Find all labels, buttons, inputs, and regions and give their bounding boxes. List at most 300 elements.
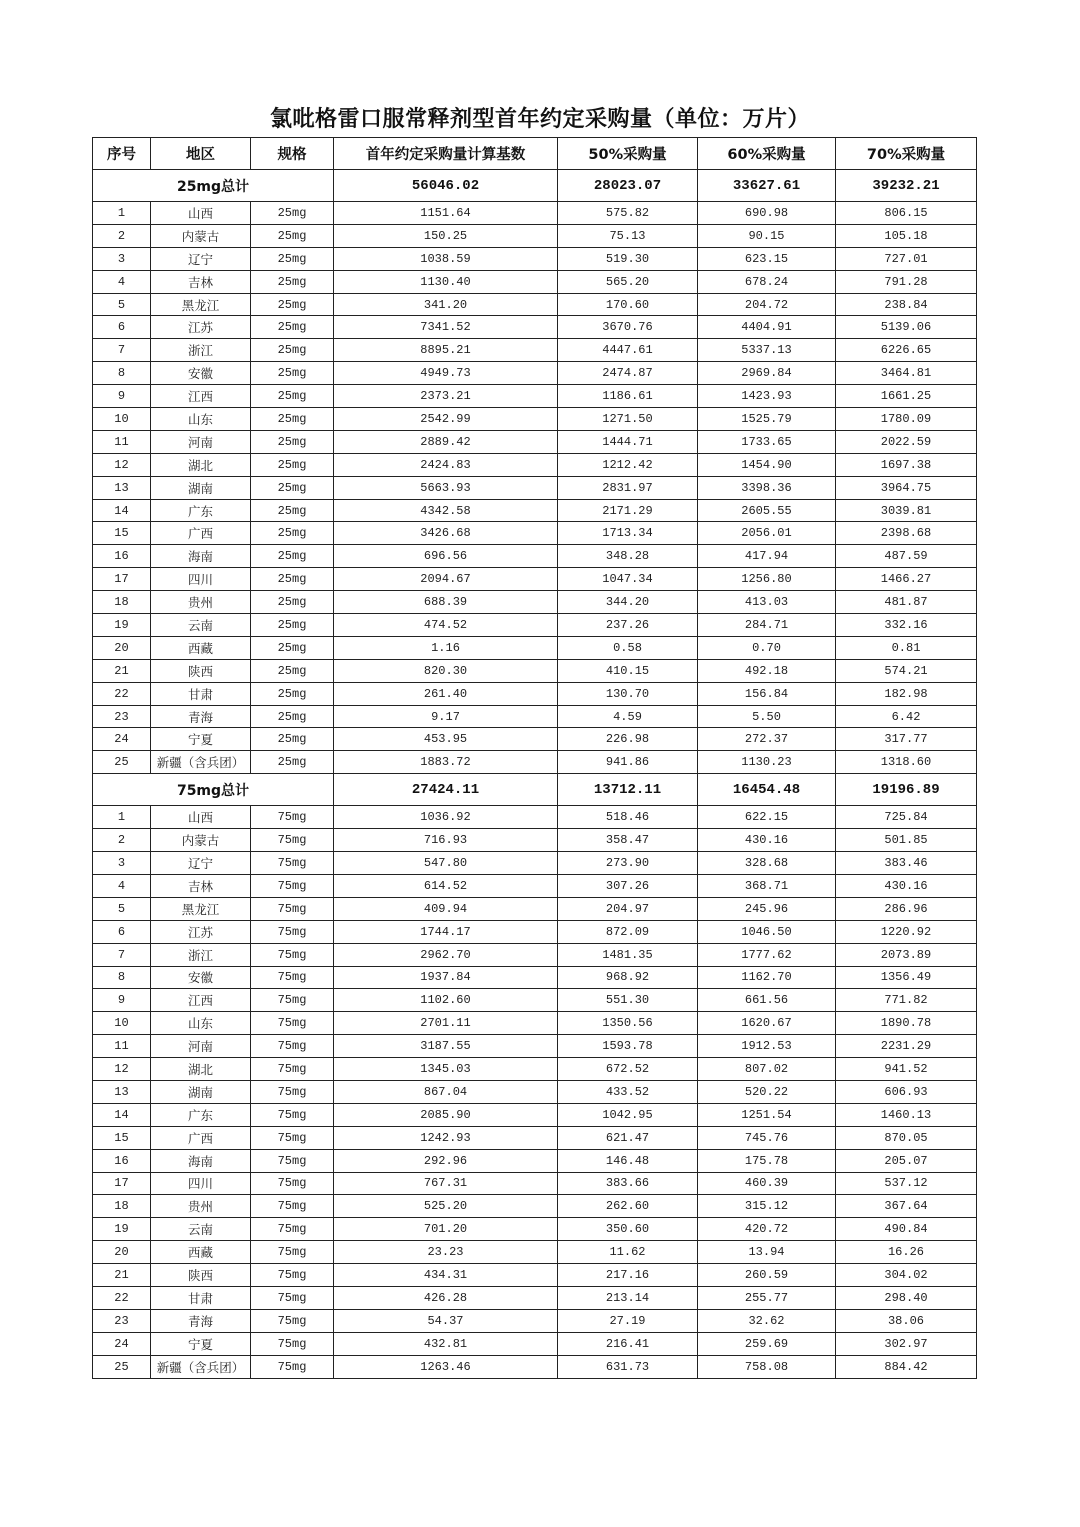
cell-50pct: 213.14 bbox=[558, 1286, 698, 1309]
cell-70pct: 791.28 bbox=[836, 270, 977, 293]
cell-base-amount: 1744.17 bbox=[334, 920, 558, 943]
table-row bbox=[93, 614, 977, 637]
cell-60pct: 430.16 bbox=[698, 829, 836, 852]
table-row bbox=[93, 202, 977, 225]
cell-base-amount: 1345.03 bbox=[334, 1058, 558, 1081]
cell-index: 24 bbox=[93, 1332, 151, 1355]
table-row bbox=[93, 1080, 977, 1103]
table-row bbox=[93, 1126, 977, 1149]
cell-60pct: 745.76 bbox=[698, 1126, 836, 1149]
cell-60pct: 284.71 bbox=[698, 614, 836, 637]
cell-spec: 75mg bbox=[251, 1355, 334, 1378]
cell-60pct: 492.18 bbox=[698, 659, 836, 682]
cell-base-amount: 2701.11 bbox=[334, 1012, 558, 1035]
header-spec: 规格 bbox=[251, 138, 334, 170]
cell-base-amount: 261.40 bbox=[334, 682, 558, 705]
table-row bbox=[93, 728, 977, 751]
cell-region: 新疆（含兵团） bbox=[151, 1355, 251, 1378]
cell-70pct: 501.85 bbox=[836, 829, 977, 852]
cell-60pct: 175.78 bbox=[698, 1149, 836, 1172]
cell-50pct: 3670.76 bbox=[558, 316, 698, 339]
cell-60pct: 156.84 bbox=[698, 682, 836, 705]
table-row bbox=[93, 362, 977, 385]
cell-70pct: 606.93 bbox=[836, 1080, 977, 1103]
cell-region: 广西 bbox=[151, 1126, 251, 1149]
cell-base-amount: 867.04 bbox=[334, 1080, 558, 1103]
cell-region: 山东 bbox=[151, 408, 251, 431]
cell-50pct: 410.15 bbox=[558, 659, 698, 682]
cell-index: 24 bbox=[93, 728, 151, 751]
cell-region: 江西 bbox=[151, 385, 251, 408]
cell-50pct: 27.19 bbox=[558, 1309, 698, 1332]
cell-region: 甘肃 bbox=[151, 682, 251, 705]
cell-70pct: 2231.29 bbox=[836, 1035, 977, 1058]
cell-spec: 25mg bbox=[251, 362, 334, 385]
cell-50pct: 565.20 bbox=[558, 270, 698, 293]
cell-70pct: 1697.38 bbox=[836, 453, 977, 476]
cell-spec: 75mg bbox=[251, 1172, 334, 1195]
cell-70pct: 383.46 bbox=[836, 852, 977, 875]
table-row bbox=[93, 1218, 977, 1241]
table-row bbox=[93, 1332, 977, 1355]
cell-60pct: 245.96 bbox=[698, 897, 836, 920]
cell-base-amount: 23.23 bbox=[334, 1241, 558, 1264]
cell-base-amount: 54.37 bbox=[334, 1309, 558, 1332]
cell-region: 山东 bbox=[151, 1012, 251, 1035]
cell-60pct: 259.69 bbox=[698, 1332, 836, 1355]
cell-index: 8 bbox=[93, 362, 151, 385]
cell-70pct: 1661.25 bbox=[836, 385, 977, 408]
cell-region: 陕西 bbox=[151, 659, 251, 682]
cell-base-amount: 525.20 bbox=[334, 1195, 558, 1218]
cell-region: 宁夏 bbox=[151, 1332, 251, 1355]
cell-60pct: 272.37 bbox=[698, 728, 836, 751]
cell-index: 20 bbox=[93, 1241, 151, 1264]
cell-region: 西藏 bbox=[151, 636, 251, 659]
cell-index: 18 bbox=[93, 1195, 151, 1218]
cell-index: 6 bbox=[93, 316, 151, 339]
group-total-row bbox=[93, 774, 977, 806]
table-row bbox=[93, 453, 977, 476]
table-row bbox=[93, 591, 977, 614]
cell-base-amount: 1.16 bbox=[334, 636, 558, 659]
cell-60pct: 32.62 bbox=[698, 1309, 836, 1332]
cell-index: 5 bbox=[93, 293, 151, 316]
cell-index: 23 bbox=[93, 705, 151, 728]
cell-70pct: 1890.78 bbox=[836, 1012, 977, 1035]
cell-50pct: 216.41 bbox=[558, 1332, 698, 1355]
cell-spec: 25mg bbox=[251, 614, 334, 637]
table-row bbox=[93, 499, 977, 522]
cell-60pct: 204.72 bbox=[698, 293, 836, 316]
cell-region: 内蒙古 bbox=[151, 829, 251, 852]
cell-60pct: 315.12 bbox=[698, 1195, 836, 1218]
cell-index: 14 bbox=[93, 1103, 151, 1126]
table-row bbox=[93, 636, 977, 659]
header-region: 地区 bbox=[151, 138, 251, 170]
cell-index: 22 bbox=[93, 1286, 151, 1309]
cell-60pct: 1733.65 bbox=[698, 430, 836, 453]
cell-base-amount: 292.96 bbox=[334, 1149, 558, 1172]
cell-base-amount: 688.39 bbox=[334, 591, 558, 614]
table-row bbox=[93, 705, 977, 728]
cell-index: 15 bbox=[93, 1126, 151, 1149]
cell-index: 9 bbox=[93, 989, 151, 1012]
cell-spec: 75mg bbox=[251, 1012, 334, 1035]
table-row bbox=[93, 1286, 977, 1309]
cell-spec: 75mg bbox=[251, 1080, 334, 1103]
cell-spec: 75mg bbox=[251, 966, 334, 989]
cell-50pct: 4.59 bbox=[558, 705, 698, 728]
cell-region: 云南 bbox=[151, 1218, 251, 1241]
table-row bbox=[93, 1035, 977, 1058]
cell-base-amount: 4949.73 bbox=[334, 362, 558, 385]
cell-region: 海南 bbox=[151, 1149, 251, 1172]
cell-region: 宁夏 bbox=[151, 728, 251, 751]
cell-60pct: 328.68 bbox=[698, 852, 836, 875]
cell-spec: 25mg bbox=[251, 408, 334, 431]
cell-50pct: 2474.87 bbox=[558, 362, 698, 385]
cell-region: 吉林 bbox=[151, 874, 251, 897]
cell-region: 甘肃 bbox=[151, 1286, 251, 1309]
table-row bbox=[93, 1264, 977, 1287]
cell-spec: 75mg bbox=[251, 897, 334, 920]
cell-70pct: 0.81 bbox=[836, 636, 977, 659]
cell-index: 14 bbox=[93, 499, 151, 522]
cell-50pct: 631.73 bbox=[558, 1355, 698, 1378]
cell-spec: 75mg bbox=[251, 1309, 334, 1332]
table-row bbox=[93, 224, 977, 247]
cell-spec: 25mg bbox=[251, 751, 334, 774]
cell-base-amount: 1937.84 bbox=[334, 966, 558, 989]
cell-spec: 25mg bbox=[251, 316, 334, 339]
cell-60pct: 260.59 bbox=[698, 1264, 836, 1287]
cell-base-amount: 767.31 bbox=[334, 1172, 558, 1195]
cell-70pct: 332.16 bbox=[836, 614, 977, 637]
cell-spec: 75mg bbox=[251, 1058, 334, 1081]
table-row bbox=[93, 806, 977, 829]
group-total-value: 16454.48 bbox=[698, 774, 836, 806]
cell-60pct: 1162.70 bbox=[698, 966, 836, 989]
cell-70pct: 2073.89 bbox=[836, 943, 977, 966]
cell-base-amount: 547.80 bbox=[334, 852, 558, 875]
table-row bbox=[93, 1195, 977, 1218]
cell-region: 吉林 bbox=[151, 270, 251, 293]
table-row bbox=[93, 682, 977, 705]
cell-60pct: 255.77 bbox=[698, 1286, 836, 1309]
cell-70pct: 771.82 bbox=[836, 989, 977, 1012]
cell-60pct: 1251.54 bbox=[698, 1103, 836, 1126]
cell-index: 19 bbox=[93, 1218, 151, 1241]
cell-base-amount: 716.93 bbox=[334, 829, 558, 852]
cell-index: 11 bbox=[93, 1035, 151, 1058]
cell-70pct: 1220.92 bbox=[836, 920, 977, 943]
document-title: 氯吡格雷口服常释剂型首年约定采购量（单位：万片） bbox=[269, 107, 810, 132]
cell-50pct: 11.62 bbox=[558, 1241, 698, 1264]
table-row bbox=[93, 316, 977, 339]
cell-70pct: 3464.81 bbox=[836, 362, 977, 385]
cell-base-amount: 1038.59 bbox=[334, 247, 558, 270]
cell-index: 21 bbox=[93, 1264, 151, 1287]
cell-index: 17 bbox=[93, 1172, 151, 1195]
cell-base-amount: 3187.55 bbox=[334, 1035, 558, 1058]
cell-50pct: 344.20 bbox=[558, 591, 698, 614]
cell-index: 22 bbox=[93, 682, 151, 705]
cell-region: 湖南 bbox=[151, 476, 251, 499]
cell-spec: 25mg bbox=[251, 270, 334, 293]
header-row bbox=[93, 138, 977, 170]
cell-50pct: 350.60 bbox=[558, 1218, 698, 1241]
table-row bbox=[93, 897, 977, 920]
cell-region: 辽宁 bbox=[151, 852, 251, 875]
table-row bbox=[93, 568, 977, 591]
cell-spec: 25mg bbox=[251, 499, 334, 522]
cell-region: 新疆（含兵团） bbox=[151, 751, 251, 774]
cell-region: 湖北 bbox=[151, 453, 251, 476]
cell-70pct: 6.42 bbox=[836, 705, 977, 728]
cell-base-amount: 820.30 bbox=[334, 659, 558, 682]
cell-index: 1 bbox=[93, 806, 151, 829]
cell-base-amount: 4342.58 bbox=[334, 499, 558, 522]
cell-index: 19 bbox=[93, 614, 151, 637]
group-total-value: 28023.07 bbox=[558, 170, 698, 202]
cell-base-amount: 474.52 bbox=[334, 614, 558, 637]
cell-70pct: 725.84 bbox=[836, 806, 977, 829]
cell-index: 1 bbox=[93, 202, 151, 225]
cell-index: 23 bbox=[93, 1309, 151, 1332]
cell-region: 青海 bbox=[151, 1309, 251, 1332]
cell-base-amount: 5663.93 bbox=[334, 476, 558, 499]
cell-index: 9 bbox=[93, 385, 151, 408]
cell-region: 辽宁 bbox=[151, 247, 251, 270]
table-row bbox=[93, 1241, 977, 1264]
cell-60pct: 13.94 bbox=[698, 1241, 836, 1264]
cell-50pct: 204.97 bbox=[558, 897, 698, 920]
cell-spec: 25mg bbox=[251, 545, 334, 568]
cell-60pct: 417.94 bbox=[698, 545, 836, 568]
cell-60pct: 1620.67 bbox=[698, 1012, 836, 1035]
cell-base-amount: 1151.64 bbox=[334, 202, 558, 225]
table-row bbox=[93, 1058, 977, 1081]
cell-50pct: 968.92 bbox=[558, 966, 698, 989]
cell-spec: 75mg bbox=[251, 852, 334, 875]
cell-70pct: 2022.59 bbox=[836, 430, 977, 453]
cell-region: 广西 bbox=[151, 522, 251, 545]
cell-spec: 25mg bbox=[251, 705, 334, 728]
cell-region: 贵州 bbox=[151, 1195, 251, 1218]
table-row bbox=[93, 476, 977, 499]
cell-50pct: 75.13 bbox=[558, 224, 698, 247]
cell-index: 4 bbox=[93, 270, 151, 293]
cell-spec: 25mg bbox=[251, 476, 334, 499]
cell-spec: 75mg bbox=[251, 1035, 334, 1058]
cell-50pct: 941.86 bbox=[558, 751, 698, 774]
cell-60pct: 1912.53 bbox=[698, 1035, 836, 1058]
cell-base-amount: 701.20 bbox=[334, 1218, 558, 1241]
cell-spec: 25mg bbox=[251, 453, 334, 476]
cell-spec: 75mg bbox=[251, 989, 334, 1012]
cell-spec: 25mg bbox=[251, 339, 334, 362]
cell-spec: 75mg bbox=[251, 1126, 334, 1149]
cell-index: 4 bbox=[93, 874, 151, 897]
cell-60pct: 807.02 bbox=[698, 1058, 836, 1081]
cell-region: 山西 bbox=[151, 806, 251, 829]
cell-region: 青海 bbox=[151, 705, 251, 728]
cell-60pct: 1423.93 bbox=[698, 385, 836, 408]
table-row bbox=[93, 1149, 977, 1172]
cell-spec: 25mg bbox=[251, 636, 334, 659]
cell-60pct: 90.15 bbox=[698, 224, 836, 247]
cell-50pct: 2171.29 bbox=[558, 499, 698, 522]
cell-region: 四川 bbox=[151, 1172, 251, 1195]
cell-index: 12 bbox=[93, 1058, 151, 1081]
cell-spec: 75mg bbox=[251, 1149, 334, 1172]
cell-index: 11 bbox=[93, 430, 151, 453]
cell-index: 5 bbox=[93, 897, 151, 920]
cell-spec: 25mg bbox=[251, 202, 334, 225]
cell-60pct: 623.15 bbox=[698, 247, 836, 270]
cell-60pct: 1525.79 bbox=[698, 408, 836, 431]
cell-70pct: 6226.65 bbox=[836, 339, 977, 362]
table-row bbox=[93, 293, 977, 316]
cell-base-amount: 2542.99 bbox=[334, 408, 558, 431]
cell-base-amount: 9.17 bbox=[334, 705, 558, 728]
cell-base-amount: 2889.42 bbox=[334, 430, 558, 453]
cell-50pct: 226.98 bbox=[558, 728, 698, 751]
cell-50pct: 1481.35 bbox=[558, 943, 698, 966]
cell-index: 6 bbox=[93, 920, 151, 943]
cell-region: 湖南 bbox=[151, 1080, 251, 1103]
cell-region: 黑龙江 bbox=[151, 897, 251, 920]
cell-70pct: 941.52 bbox=[836, 1058, 977, 1081]
cell-50pct: 0.58 bbox=[558, 636, 698, 659]
cell-60pct: 520.22 bbox=[698, 1080, 836, 1103]
cell-base-amount: 453.95 bbox=[334, 728, 558, 751]
cell-50pct: 348.28 bbox=[558, 545, 698, 568]
cell-70pct: 884.42 bbox=[836, 1355, 977, 1378]
cell-index: 7 bbox=[93, 339, 151, 362]
cell-region: 贵州 bbox=[151, 591, 251, 614]
header-base-amount: 首年约定采购量计算基数 bbox=[334, 138, 558, 170]
cell-spec: 75mg bbox=[251, 1241, 334, 1264]
cell-50pct: 358.47 bbox=[558, 829, 698, 852]
cell-spec: 25mg bbox=[251, 728, 334, 751]
cell-base-amount: 696.56 bbox=[334, 545, 558, 568]
cell-index: 3 bbox=[93, 852, 151, 875]
table-row bbox=[93, 385, 977, 408]
cell-base-amount: 2424.83 bbox=[334, 453, 558, 476]
cell-region: 浙江 bbox=[151, 339, 251, 362]
cell-60pct: 690.98 bbox=[698, 202, 836, 225]
cell-50pct: 146.48 bbox=[558, 1149, 698, 1172]
cell-index: 2 bbox=[93, 829, 151, 852]
cell-spec: 25mg bbox=[251, 293, 334, 316]
cell-spec: 75mg bbox=[251, 829, 334, 852]
table-row bbox=[93, 966, 977, 989]
cell-base-amount: 8895.21 bbox=[334, 339, 558, 362]
cell-region: 陕西 bbox=[151, 1264, 251, 1287]
cell-60pct: 678.24 bbox=[698, 270, 836, 293]
cell-index: 25 bbox=[93, 1355, 151, 1378]
cell-70pct: 317.77 bbox=[836, 728, 977, 751]
cell-50pct: 217.16 bbox=[558, 1264, 698, 1287]
table-row bbox=[93, 829, 977, 852]
cell-spec: 75mg bbox=[251, 874, 334, 897]
cell-spec: 75mg bbox=[251, 1286, 334, 1309]
cell-50pct: 621.47 bbox=[558, 1126, 698, 1149]
table-row bbox=[93, 1012, 977, 1035]
cell-70pct: 205.07 bbox=[836, 1149, 977, 1172]
cell-60pct: 622.15 bbox=[698, 806, 836, 829]
cell-region: 西藏 bbox=[151, 1241, 251, 1264]
cell-70pct: 574.21 bbox=[836, 659, 977, 682]
cell-base-amount: 2085.90 bbox=[334, 1103, 558, 1126]
cell-70pct: 1460.13 bbox=[836, 1103, 977, 1126]
cell-base-amount: 2962.70 bbox=[334, 943, 558, 966]
cell-50pct: 1713.34 bbox=[558, 522, 698, 545]
cell-spec: 75mg bbox=[251, 1195, 334, 1218]
cell-spec: 25mg bbox=[251, 247, 334, 270]
cell-60pct: 420.72 bbox=[698, 1218, 836, 1241]
cell-region: 江苏 bbox=[151, 920, 251, 943]
cell-50pct: 130.70 bbox=[558, 682, 698, 705]
table-row bbox=[93, 943, 977, 966]
cell-spec: 25mg bbox=[251, 682, 334, 705]
cell-base-amount: 1036.92 bbox=[334, 806, 558, 829]
cell-base-amount: 432.81 bbox=[334, 1332, 558, 1355]
cell-70pct: 5139.06 bbox=[836, 316, 977, 339]
cell-70pct: 1318.60 bbox=[836, 751, 977, 774]
cell-70pct: 487.59 bbox=[836, 545, 977, 568]
cell-base-amount: 2094.67 bbox=[334, 568, 558, 591]
cell-60pct: 1046.50 bbox=[698, 920, 836, 943]
cell-region: 湖北 bbox=[151, 1058, 251, 1081]
cell-60pct: 661.56 bbox=[698, 989, 836, 1012]
cell-60pct: 1256.80 bbox=[698, 568, 836, 591]
cell-region: 河南 bbox=[151, 1035, 251, 1058]
cell-base-amount: 2373.21 bbox=[334, 385, 558, 408]
table-row bbox=[93, 874, 977, 897]
cell-index: 8 bbox=[93, 966, 151, 989]
cell-60pct: 2605.55 bbox=[698, 499, 836, 522]
table-row bbox=[93, 339, 977, 362]
cell-50pct: 4447.61 bbox=[558, 339, 698, 362]
cell-60pct: 1130.23 bbox=[698, 751, 836, 774]
cell-70pct: 870.05 bbox=[836, 1126, 977, 1149]
cell-base-amount: 341.20 bbox=[334, 293, 558, 316]
cell-50pct: 307.26 bbox=[558, 874, 698, 897]
cell-70pct: 3039.81 bbox=[836, 499, 977, 522]
table-row bbox=[93, 659, 977, 682]
cell-region: 浙江 bbox=[151, 943, 251, 966]
cell-spec: 75mg bbox=[251, 806, 334, 829]
cell-60pct: 460.39 bbox=[698, 1172, 836, 1195]
cell-base-amount: 614.52 bbox=[334, 874, 558, 897]
cell-50pct: 519.30 bbox=[558, 247, 698, 270]
cell-index: 25 bbox=[93, 751, 151, 774]
cell-index: 13 bbox=[93, 476, 151, 499]
group-total-value: 39232.21 bbox=[836, 170, 977, 202]
cell-50pct: 518.46 bbox=[558, 806, 698, 829]
table-row bbox=[93, 989, 977, 1012]
cell-base-amount: 7341.52 bbox=[334, 316, 558, 339]
cell-region: 安徽 bbox=[151, 362, 251, 385]
cell-spec: 75mg bbox=[251, 1218, 334, 1241]
cell-70pct: 182.98 bbox=[836, 682, 977, 705]
group-total-value: 33627.61 bbox=[698, 170, 836, 202]
cell-region: 江苏 bbox=[151, 316, 251, 339]
cell-60pct: 2969.84 bbox=[698, 362, 836, 385]
